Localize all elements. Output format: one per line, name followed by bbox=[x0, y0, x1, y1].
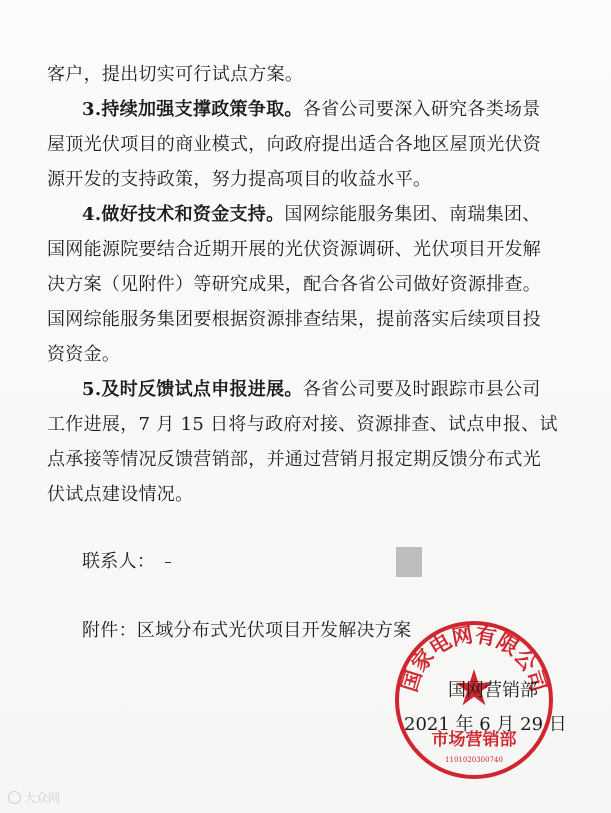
section-heading-5: 5.及时反馈试点申报进展。 bbox=[82, 379, 303, 400]
text-line-3: 屋顶光伏项目的商业模式，向政府提出适合各地区屋顶光伏资 bbox=[47, 134, 542, 155]
text-line-10: 5.及时反馈试点申报进展。各省公司要及时跟踪市县公司 bbox=[82, 379, 541, 400]
watermark: 大众网 bbox=[8, 789, 60, 806]
text-line-11: 工作进展，7 月 15 日将与政府对接、资源排查、试点申报、试 bbox=[47, 414, 558, 435]
redaction-block bbox=[396, 547, 422, 577]
text-line-2: 3.持续加强支撑政策争取。各省公司要深入研究各类场景 bbox=[82, 99, 541, 120]
section-heading-3: 3.持续加强支撑政策争取。 bbox=[82, 99, 303, 120]
text-line-4: 源开发的支持政策，努力提高项目的收益水平。 bbox=[47, 169, 432, 190]
seal-serial: 1101020300740 bbox=[445, 756, 503, 764]
watermark-logo-icon bbox=[8, 791, 21, 804]
seal-arc-text: 国家电网有限公司 bbox=[396, 621, 552, 695]
text-line-12: 点承接等情况反馈营销部，并通过营销月报定期反馈分布式光 bbox=[47, 449, 542, 470]
text-line-13: 伏试点建设情况。 bbox=[47, 484, 194, 505]
text-line-8: 国网综能服务集团要根据资源排查结果，提前落实后续项目投 bbox=[47, 309, 542, 330]
text-line-9: 资资金。 bbox=[47, 344, 121, 365]
signing-department: 国网营销部 bbox=[448, 680, 538, 701]
contact-blank bbox=[165, 562, 171, 563]
seal-bottom-text: 市场营销部 bbox=[431, 730, 517, 750]
contact-label: 联系人： bbox=[82, 551, 156, 572]
signing-date: 2021 年 6 月 29 日 bbox=[404, 714, 567, 735]
attachment-line: 附件：区域分布式光伏项目开发解决方案 bbox=[82, 620, 412, 641]
text-line-1: 客户，提出切实可行试点方案。 bbox=[47, 64, 304, 85]
text-line-7: 决方案（见附件）等研究成果，配合各省公司做好资源排查。 bbox=[47, 274, 542, 295]
section-heading-4: 4.做好技术和资金支持。 bbox=[82, 204, 285, 225]
contact-line bbox=[82, 551, 171, 573]
text-line-6: 国网能源院要结合近期开展的光伏资源调研、光伏项目开发解 bbox=[47, 239, 542, 260]
text-line-5: 4.做好技术和资金支持。国网综能服务集团、南瑞集团、 bbox=[82, 204, 541, 225]
